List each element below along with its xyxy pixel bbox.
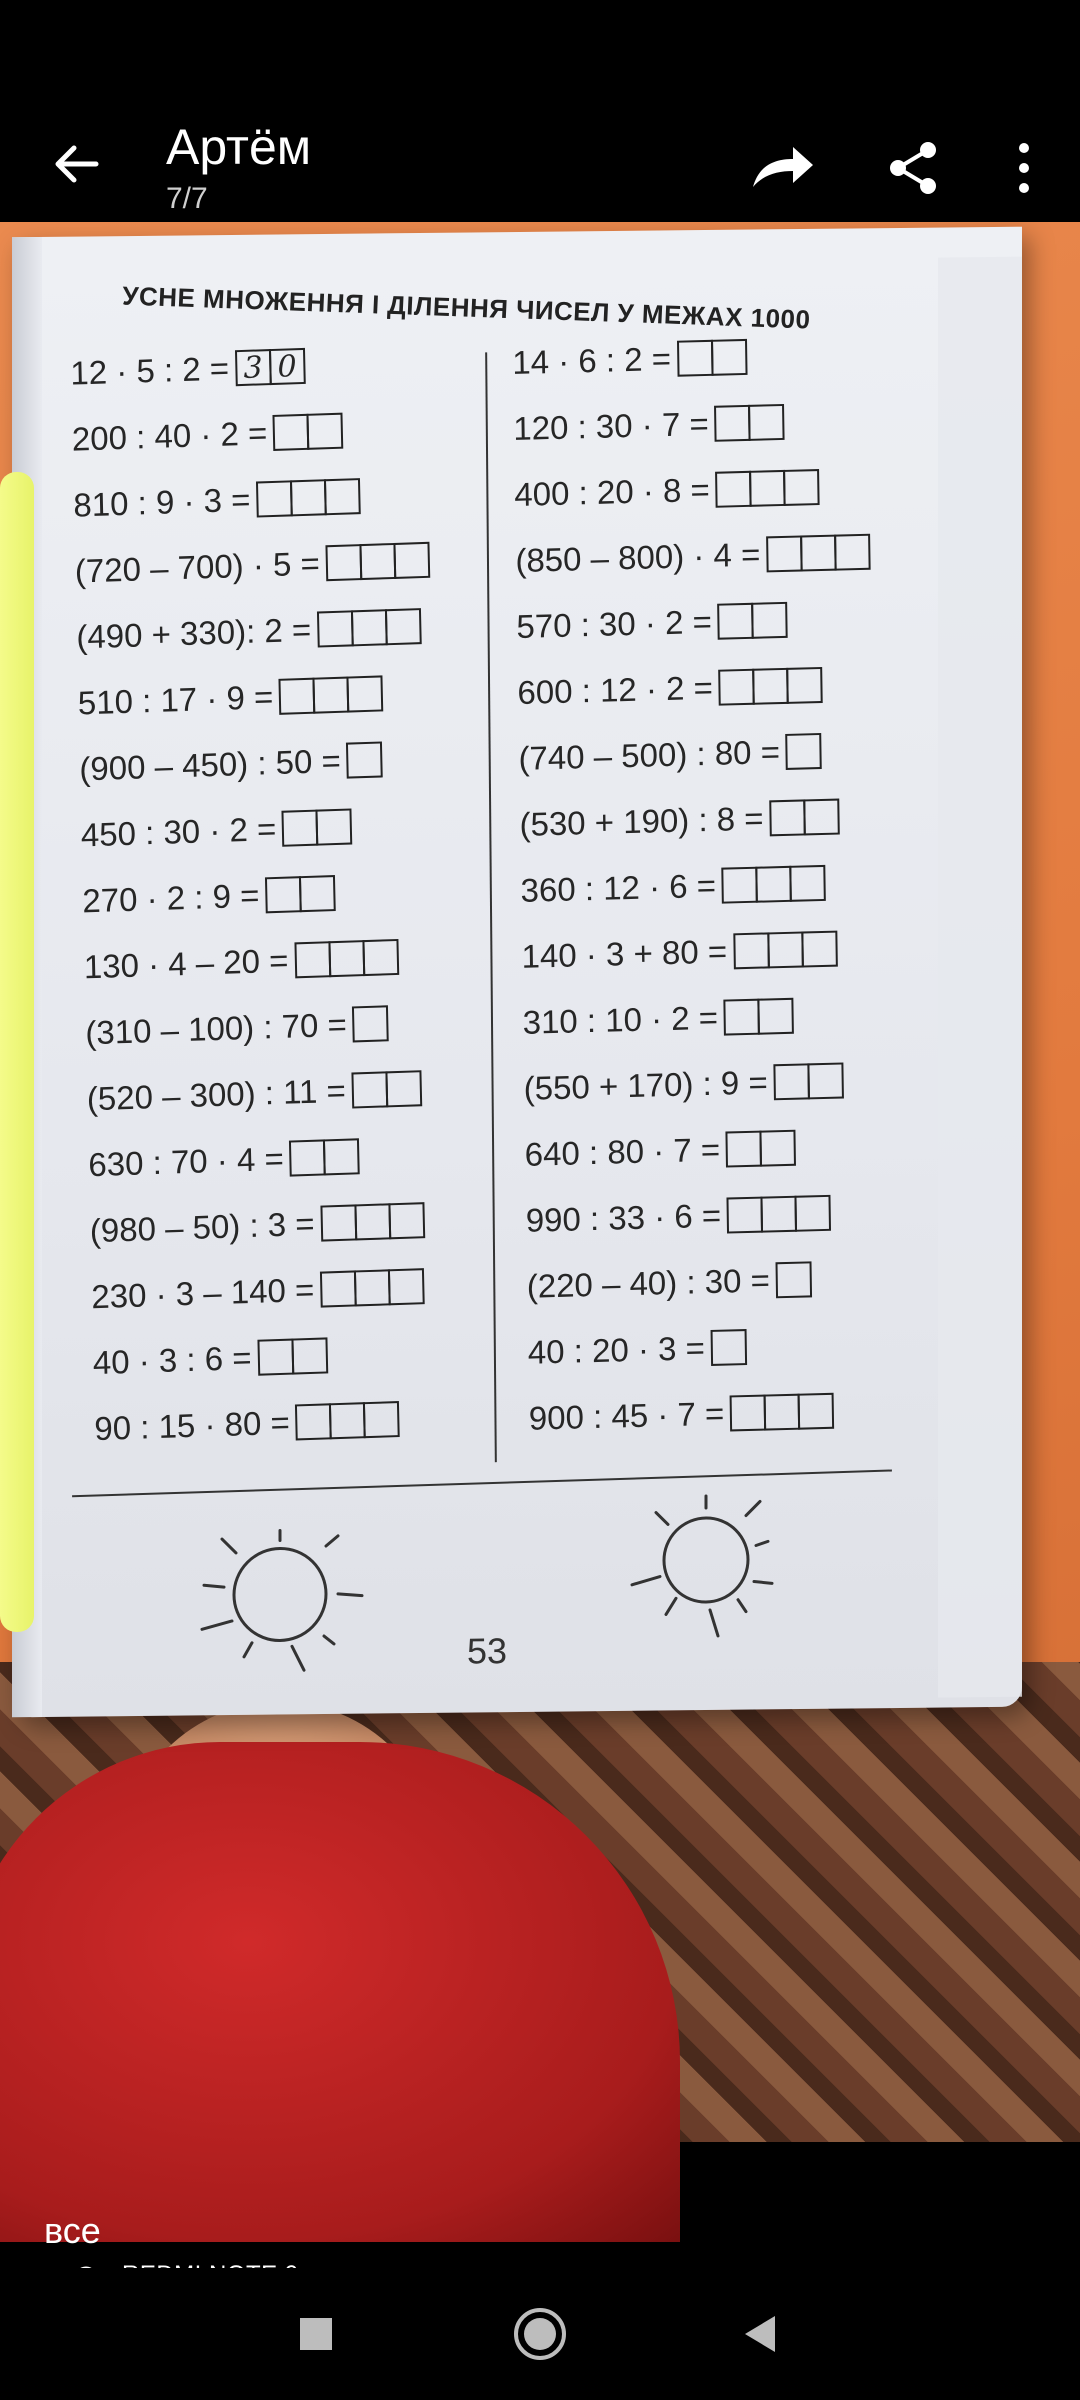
answer-digit-box bbox=[767, 932, 804, 969]
arrow-left-icon bbox=[50, 138, 102, 190]
answer-digit-box bbox=[803, 799, 840, 836]
answer-digit-box bbox=[289, 1139, 326, 1176]
more-options-button[interactable] bbox=[984, 128, 1064, 208]
answer-digit-box bbox=[328, 940, 365, 977]
answer-digit-box bbox=[677, 340, 714, 377]
exercise-expression: 140 · 3 + 80 = bbox=[521, 932, 728, 975]
exercise-expression: 120 : 30 · 7 = bbox=[513, 404, 709, 448]
answer-digit-box bbox=[323, 1138, 360, 1175]
exercise-row bbox=[528, 1328, 748, 1372]
exercise-expression: (520 – 300) : 11 = bbox=[86, 1071, 347, 1118]
answer-digit-box bbox=[749, 470, 786, 507]
answer-digit-box bbox=[265, 876, 302, 913]
exercise-row bbox=[521, 930, 837, 976]
exercise-row bbox=[85, 1004, 389, 1052]
answer-digit-box bbox=[313, 677, 350, 714]
share-icon bbox=[886, 140, 942, 196]
exercise-row bbox=[512, 338, 747, 382]
answer-digit-box bbox=[752, 602, 789, 639]
answer-digit-box bbox=[726, 1131, 763, 1168]
answer-boxes bbox=[732, 1393, 835, 1432]
answer-boxes bbox=[679, 339, 748, 377]
exercise-row bbox=[522, 997, 794, 1042]
answer-boxes bbox=[284, 808, 353, 846]
exercise-expression: (850 – 800) · 4 = bbox=[515, 535, 761, 579]
answer-digit-box bbox=[307, 413, 344, 450]
app-header bbox=[0, 0, 1080, 222]
answer-digit-box bbox=[748, 404, 785, 441]
exercise-expression: (550 + 170) : 9 = bbox=[523, 1063, 768, 1107]
answer-digit-box bbox=[279, 678, 316, 715]
answer-digit-box bbox=[393, 542, 430, 579]
nav-back-button[interactable] bbox=[718, 2292, 802, 2376]
answer-digit-box bbox=[773, 1063, 810, 1100]
column-divider bbox=[485, 352, 497, 1462]
exercise-row bbox=[515, 533, 870, 580]
answer-digit-box bbox=[352, 1005, 389, 1042]
exercise-row bbox=[520, 864, 826, 910]
exercise-row bbox=[71, 412, 343, 459]
exercise-row bbox=[91, 1267, 425, 1316]
plastic-sleeve bbox=[938, 257, 1022, 1698]
answer-digit-box bbox=[273, 414, 310, 451]
exercise-row bbox=[80, 807, 352, 854]
exercise-row bbox=[82, 874, 336, 920]
home-button[interactable] bbox=[498, 2292, 582, 2376]
exercise-expression: (490 + 330): 2 = bbox=[75, 610, 312, 656]
image-counter: 7/7 bbox=[166, 182, 208, 215]
forward-arrow-icon bbox=[749, 143, 815, 193]
answer-digit-box bbox=[764, 1394, 801, 1431]
exercise-expression: (310 – 100) : 70 = bbox=[84, 1005, 348, 1052]
exercise-expression: 40 · 3 : 6 = bbox=[92, 1338, 252, 1382]
answer-digit-box bbox=[761, 1196, 798, 1233]
exercise-row bbox=[76, 607, 422, 656]
answer-boxes bbox=[259, 1337, 328, 1375]
answer-digit-box bbox=[760, 1130, 797, 1167]
square-recents-icon bbox=[298, 2316, 334, 2352]
exercise-expression: 990 : 33 · 6 = bbox=[525, 1196, 722, 1239]
answer-digit-box bbox=[347, 675, 384, 712]
answer-boxes bbox=[735, 931, 838, 970]
photo-viewer[interactable] bbox=[0, 222, 1080, 2134]
exercise-row bbox=[516, 601, 788, 646]
answer-boxes bbox=[322, 1202, 425, 1241]
more-vert-icon bbox=[1014, 140, 1034, 196]
exercise-row bbox=[89, 1201, 425, 1250]
exercise-expression: 14 · 6 : 2 = bbox=[512, 339, 672, 382]
answer-digit-box bbox=[722, 867, 759, 904]
answer-boxes bbox=[322, 1268, 425, 1307]
exercise-row bbox=[527, 1260, 813, 1305]
exercise-row bbox=[73, 477, 361, 524]
answer-digit-box bbox=[324, 478, 361, 515]
exercise-row bbox=[79, 740, 383, 788]
answer-digit-box bbox=[776, 1261, 813, 1298]
triangle-back-icon bbox=[741, 2314, 779, 2354]
exercise-expression: 40 : 20 · 3 = bbox=[527, 1329, 706, 1371]
answer-digit-box bbox=[299, 875, 336, 912]
exercise-expression: 400 : 20 · 8 = bbox=[514, 470, 711, 514]
exercise-expression: (720 – 700) · 5 = bbox=[74, 544, 321, 590]
answer-boxes bbox=[291, 1138, 360, 1176]
image-caption: все bbox=[44, 2210, 101, 2251]
exercise-row bbox=[523, 1061, 844, 1107]
answer-digit-box bbox=[807, 1062, 844, 1099]
exercise-row bbox=[77, 674, 383, 722]
answer-boxes bbox=[724, 865, 827, 904]
answer-boxes bbox=[237, 348, 306, 386]
answer-boxes bbox=[788, 733, 823, 770]
answer-boxes bbox=[775, 1062, 844, 1100]
sun-drawing-right bbox=[622, 1489, 802, 1641]
answer-boxes bbox=[353, 1070, 422, 1108]
answer-digit-box: 0 bbox=[269, 348, 306, 385]
answer-digit-box bbox=[351, 1071, 388, 1108]
answer-boxes bbox=[778, 1261, 813, 1298]
answer-digit-box bbox=[363, 1401, 400, 1438]
answer-digit-box bbox=[257, 1339, 294, 1376]
exercise-row bbox=[74, 541, 430, 591]
answer-boxes bbox=[267, 875, 336, 913]
answer-digit-box bbox=[790, 865, 827, 902]
answer-digit-box bbox=[354, 1203, 391, 1240]
answer-digit-box bbox=[795, 1195, 832, 1232]
exercise-row bbox=[519, 798, 840, 844]
exercise-expression: 90 : 15 · 80 = bbox=[93, 1403, 291, 1448]
answer-digit-box bbox=[727, 1197, 764, 1234]
answer-digit-box bbox=[351, 609, 388, 646]
answer-digit-box bbox=[320, 1204, 357, 1241]
answer-digit-box bbox=[354, 1269, 391, 1306]
exercise-expression: 600 : 12 · 2 = bbox=[517, 668, 714, 711]
answer-boxes bbox=[768, 534, 871, 573]
answer-digit-box bbox=[388, 1202, 425, 1239]
exercise-expression: (740 – 500) : 80 = bbox=[518, 733, 781, 777]
exercise-expression: (530 + 190) : 8 = bbox=[519, 799, 764, 843]
exercise-expression: 900 : 45 · 7 = bbox=[528, 1394, 725, 1437]
exercise-row bbox=[94, 1400, 400, 1448]
answer-digit-box bbox=[769, 799, 806, 836]
share-button[interactable] bbox=[874, 128, 954, 208]
answer-boxes bbox=[728, 1130, 797, 1168]
answer-digit-box bbox=[758, 998, 795, 1035]
exercise-row bbox=[513, 403, 785, 448]
yellow-highlighter bbox=[0, 472, 34, 1632]
worksheet-heading: УСНЕ МНОЖЕННЯ І ДІЛЕННЯ ЧИСЕЛ У МЕЖАХ 1000 bbox=[121, 280, 812, 335]
forward-button[interactable] bbox=[742, 128, 822, 208]
exercise-expression: 130 · 4 – 20 = bbox=[83, 941, 289, 986]
answer-digit-box bbox=[753, 668, 790, 705]
exercise-expression: (980 – 50) : 3 = bbox=[89, 1204, 315, 1250]
answer-digit-box bbox=[715, 471, 752, 508]
answer-boxes bbox=[729, 1195, 832, 1234]
answer-digit-box bbox=[359, 543, 396, 580]
answer-boxes bbox=[354, 1005, 389, 1042]
answer-boxes bbox=[319, 608, 422, 647]
answer-digit-box bbox=[787, 667, 824, 704]
answer-digit-box bbox=[291, 1337, 328, 1374]
exercise-expression: 200 : 40 · 2 = bbox=[71, 414, 268, 458]
answer-boxes bbox=[296, 939, 399, 978]
answer-digit-box bbox=[320, 1270, 357, 1307]
answer-boxes bbox=[258, 478, 361, 517]
exercise-row bbox=[92, 1336, 327, 1382]
answer-digit-box bbox=[783, 469, 820, 506]
exercise-expression: 270 · 2 : 9 = bbox=[81, 876, 260, 920]
exercise-expression: 630 : 70 · 4 = bbox=[87, 1139, 285, 1184]
exercise-expression: (900 – 450) : 50 = bbox=[78, 741, 342, 788]
exercise-row bbox=[83, 938, 398, 986]
answer-digit-box bbox=[766, 535, 803, 572]
answer-digit-box bbox=[711, 339, 748, 376]
answer-digit-box bbox=[329, 1402, 366, 1439]
answer-digit-box bbox=[800, 535, 837, 572]
answer-boxes bbox=[717, 469, 820, 508]
answer-digit-box bbox=[316, 808, 353, 845]
system-navigation-bar bbox=[0, 2268, 1080, 2400]
answer-digit-box bbox=[730, 1395, 767, 1432]
answer-digit-box bbox=[282, 810, 319, 847]
answer-digit-box bbox=[388, 1268, 425, 1305]
workbook-page bbox=[12, 227, 1022, 1718]
answer-digit-box bbox=[290, 479, 327, 516]
answer-digit-box bbox=[294, 941, 331, 978]
answer-digit-box bbox=[385, 1070, 422, 1107]
exercise-row bbox=[518, 732, 822, 778]
exercise-expression: (220 – 40) : 30 = bbox=[526, 1261, 771, 1305]
answer-digit-box bbox=[719, 669, 756, 706]
exercise-expression: 510 : 17 · 9 = bbox=[77, 678, 274, 722]
exercise-row bbox=[525, 1194, 831, 1240]
answer-boxes bbox=[720, 602, 789, 640]
exercise-row bbox=[524, 1129, 796, 1174]
answer-digit-box bbox=[714, 405, 751, 442]
answer-boxes bbox=[275, 413, 344, 451]
answer-boxes bbox=[713, 1329, 748, 1366]
answer-boxes bbox=[716, 404, 785, 442]
exercise-row bbox=[70, 347, 305, 393]
answer-digit-box bbox=[786, 733, 823, 770]
answer-digit-box: 3 bbox=[235, 349, 272, 386]
answer-digit-box bbox=[718, 603, 755, 640]
back-button[interactable] bbox=[40, 128, 112, 200]
exercise-expression: 640 : 80 · 7 = bbox=[524, 1130, 721, 1173]
answer-digit-box bbox=[385, 608, 422, 645]
answer-digit-box bbox=[733, 932, 770, 969]
answer-digit-box bbox=[295, 1403, 332, 1440]
circle-home-icon bbox=[512, 2306, 568, 2362]
contact-name: Артём bbox=[166, 119, 312, 175]
answer-digit-box bbox=[711, 1329, 748, 1366]
exercise-expression: 360 : 12 · 6 = bbox=[520, 866, 717, 909]
exercise-row bbox=[517, 666, 823, 712]
page-number: 53 bbox=[467, 1630, 508, 1672]
answer-boxes bbox=[281, 675, 384, 714]
answer-digit-box bbox=[346, 741, 383, 778]
answer-boxes bbox=[327, 542, 430, 581]
exercise-row bbox=[514, 468, 820, 514]
answer-digit-box bbox=[724, 999, 761, 1036]
answer-boxes bbox=[297, 1401, 400, 1440]
exercise-expression: 570 : 30 · 2 = bbox=[516, 602, 713, 645]
answer-digit-box bbox=[317, 610, 354, 647]
answer-boxes bbox=[771, 799, 840, 837]
answer-digit-box bbox=[834, 534, 871, 571]
answer-digit-box bbox=[801, 931, 838, 968]
answer-boxes bbox=[348, 741, 383, 778]
recents-button[interactable] bbox=[274, 2292, 358, 2376]
answer-boxes bbox=[721, 667, 824, 706]
exercise-row bbox=[529, 1392, 835, 1438]
exercise-expression: 310 : 10 · 2 = bbox=[522, 998, 719, 1041]
answer-boxes bbox=[726, 998, 795, 1036]
answer-digit-box bbox=[325, 544, 362, 581]
answer-digit-box bbox=[756, 866, 793, 903]
exercise-expression: 450 : 30 · 2 = bbox=[80, 809, 277, 854]
exercise-row bbox=[88, 1137, 360, 1184]
answer-digit-box bbox=[362, 939, 399, 976]
sun-drawing-left bbox=[192, 1524, 372, 1676]
exercise-row bbox=[86, 1069, 422, 1118]
answer-digit-box bbox=[798, 1393, 835, 1430]
exercise-expression: 12 · 5 : 2 = bbox=[70, 349, 230, 392]
answer-digit-box bbox=[256, 480, 293, 517]
exercise-expression: 230 · 3 – 140 = bbox=[90, 1270, 315, 1316]
exercise-expression: 810 : 9 · 3 = bbox=[72, 480, 251, 524]
